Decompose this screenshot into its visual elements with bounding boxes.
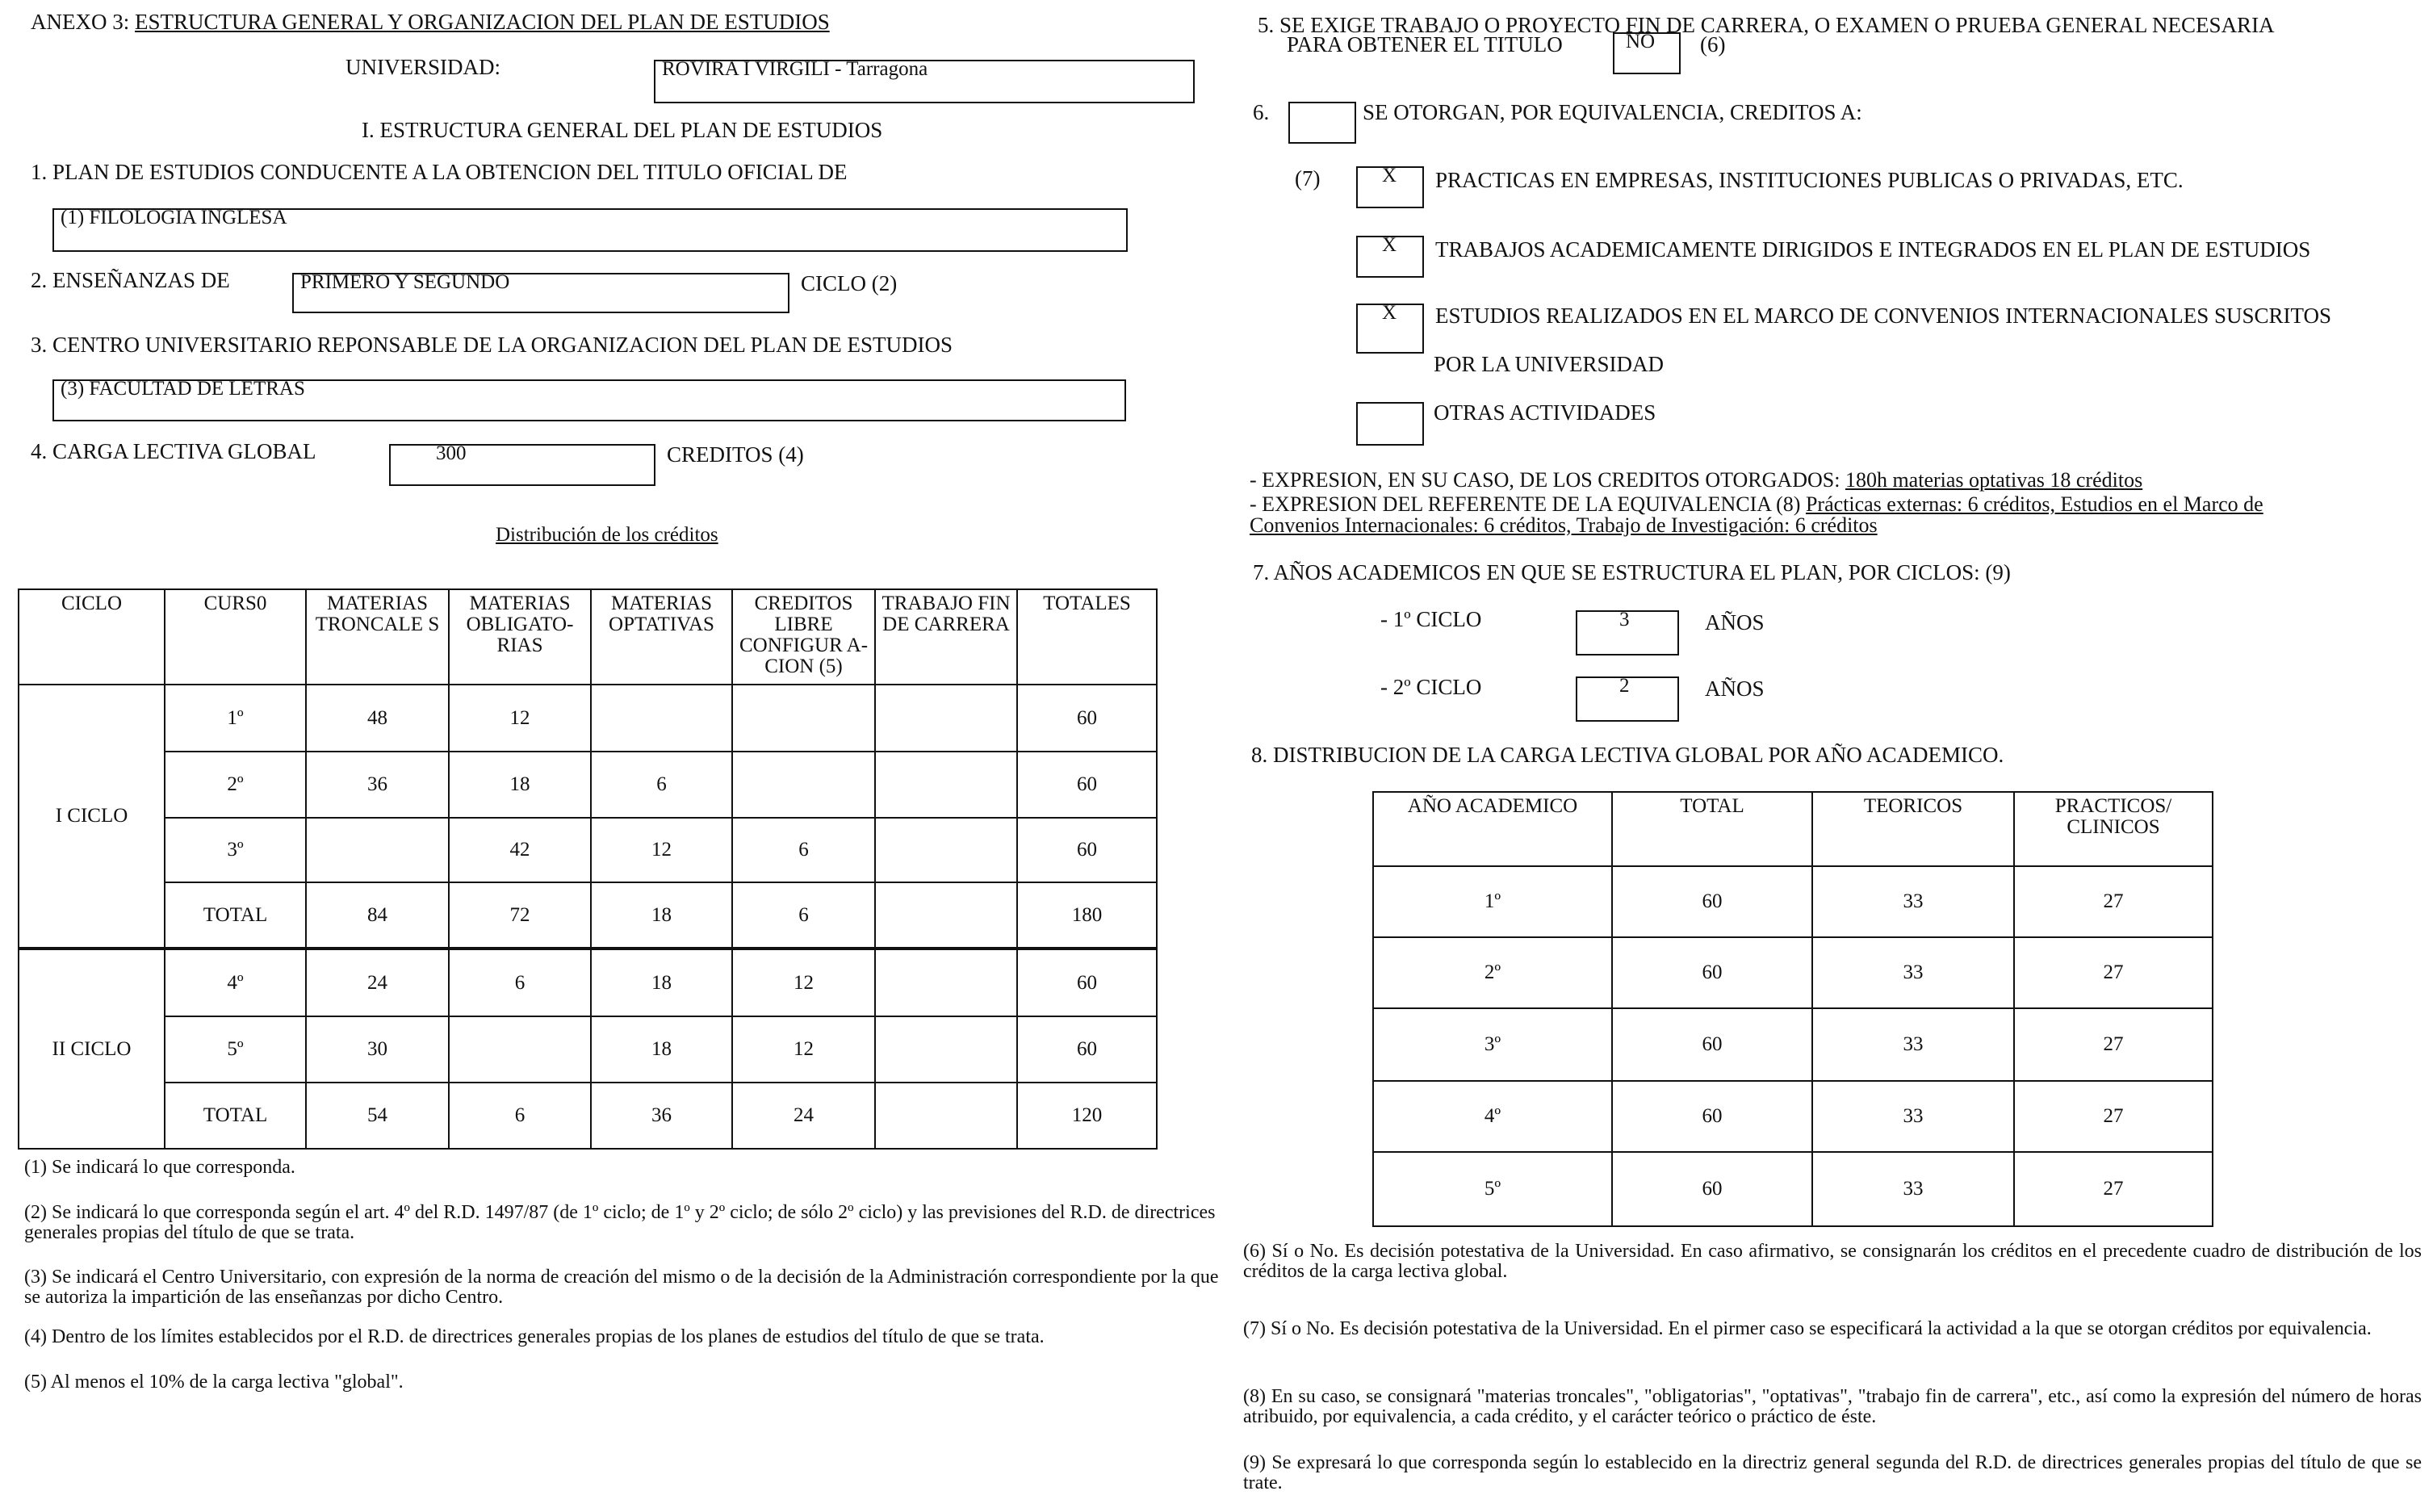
table-cell: 60 xyxy=(1612,1008,1812,1081)
table-cell: 60 xyxy=(1612,1081,1812,1152)
q4-suffix: CREDITOS (4) xyxy=(667,442,804,467)
table-cell: 27 xyxy=(2014,1152,2213,1226)
table-cell: TOTAL xyxy=(165,1083,306,1149)
ciclo-cell: I CICLO xyxy=(19,685,165,949)
carga-anual-table xyxy=(1372,791,2213,1227)
q6-marker: (7) xyxy=(1295,166,1321,191)
table-cell xyxy=(732,685,875,752)
table-cell: 33 xyxy=(1812,866,2014,937)
table-row xyxy=(19,1083,1157,1149)
table-cell: 2º xyxy=(1373,937,1612,1008)
expresion-referente-prefix: - EXPRESION DEL REFERENTE DE LA EQUIVALENCIA (8) xyxy=(1250,492,1801,516)
q2-label: 2. ENSEÑANZAS DE xyxy=(31,268,230,292)
practicas-mark: X xyxy=(1382,165,1397,186)
table-cell: 27 xyxy=(2014,866,2213,937)
table-cell: 60 xyxy=(1017,1016,1157,1083)
header-total: TOTAL xyxy=(1612,792,1812,866)
section-title: I. ESTRUCTURA GENERAL DEL PLAN DE ESTUDIOS xyxy=(362,118,883,142)
footnote-6: (6) Sí o No. Es decisión potestativa de la Universidad. En caso afirmativo, se consignarán los créditos en el precedente cuadro de distribución de los créditos de la carga lectiva global. xyxy=(1243,1241,2422,1282)
table-cell: 3º xyxy=(165,818,306,882)
table-row xyxy=(19,882,1157,949)
footnote-8: (8) En su caso, se consignará "materias troncales", "obligatorias", "optativas", "trabajo fin de carrera", etc., así como la expresión del número de horas atribuido, por equivalencia, a cada crédito, y el carácter teórico o práctico de éste. xyxy=(1243,1386,2422,1427)
header-ciclo: CICLO xyxy=(19,589,165,685)
q2-suffix: CICLO (2) xyxy=(801,271,898,295)
table-cell: 6 xyxy=(732,818,875,882)
expresion-creditos xyxy=(1250,468,2142,492)
table-cell: TOTAL xyxy=(165,882,306,949)
table-row xyxy=(1373,937,2213,1008)
proyecto-fin-value: NO xyxy=(1626,31,1656,52)
q1-label: 1. PLAN DE ESTUDIOS CONDUCENTE A LA OBTENCION DEL TITULO OFICIAL DE xyxy=(31,160,848,184)
table-cell xyxy=(449,1016,591,1083)
table-cell: 180 xyxy=(1017,882,1157,949)
table-cell: 24 xyxy=(732,1083,875,1149)
q5-suffix: (6) xyxy=(1700,32,1726,57)
universidad-label: UNIVERSIDAD: xyxy=(345,55,500,79)
table-cell: 54 xyxy=(306,1083,449,1149)
table-cell: 12 xyxy=(732,949,875,1016)
table-cell: 4º xyxy=(1373,1081,1612,1152)
header-libre-configuracion: CREDITOS LIBRE CONFIGUR A-CION (5) xyxy=(732,589,875,685)
header-curso: CURS0 xyxy=(165,589,306,685)
table-row xyxy=(19,685,1157,752)
estudios-label-2: POR LA UNIVERSIDAD xyxy=(1434,352,1665,376)
table-row xyxy=(1373,1152,2213,1226)
q6-label: SE OTORGAN, POR EQUIVALENCIA, CREDITOS A: xyxy=(1363,100,1862,124)
table-cell xyxy=(875,685,1017,752)
table-cell: 60 xyxy=(1612,937,1812,1008)
ciclo1-anos: AÑOS xyxy=(1705,610,1765,635)
header-totales: TOTALES xyxy=(1017,589,1157,685)
ciclo2-value: 2 xyxy=(1619,675,1630,697)
table-cell: 12 xyxy=(449,685,591,752)
footnote-5: (5) Al menos el 10% de la carga lectiva "global". xyxy=(24,1372,404,1393)
header-trabajo-fin: TRABAJO FIN DE CARRERA xyxy=(875,589,1017,685)
table-cell: 27 xyxy=(2014,1081,2213,1152)
table-cell: 27 xyxy=(2014,937,2213,1008)
table-cell: 4º xyxy=(165,949,306,1016)
table-cell xyxy=(875,1016,1017,1083)
table-cell: 33 xyxy=(1812,1081,2014,1152)
footnote-7: (7) Sí o No. Es decisión potestativa de la Universidad. En el pirmer caso se especificará la actividad a la que se otorgan créditos por equivalencia. xyxy=(1243,1318,2372,1339)
table-cell xyxy=(591,685,732,752)
table-cell: 5º xyxy=(1373,1152,1612,1226)
universidad-value: ROVIRA I VIRGILI - Tarragona xyxy=(662,58,928,80)
trabajos-checkbox[interactable] xyxy=(1356,236,1424,278)
table-cell: 33 xyxy=(1812,1008,2014,1081)
titulo-value: (1) FILOLOGIA INGLESA xyxy=(61,207,287,228)
carga-value: 300 xyxy=(436,442,467,464)
table-cell: 1º xyxy=(165,685,306,752)
table-cell xyxy=(875,752,1017,818)
creditos-table xyxy=(18,588,1158,1150)
table-row xyxy=(1373,866,2213,937)
ciclo2-field xyxy=(1576,676,1679,722)
table-cell: 33 xyxy=(1812,937,2014,1008)
table-cell: 60 xyxy=(1017,949,1157,1016)
table-cell: 1º xyxy=(1373,866,1612,937)
table-cell: 60 xyxy=(1017,818,1157,882)
table-cell xyxy=(306,818,449,882)
table-cell: 42 xyxy=(449,818,591,882)
header-obligatorias: MATERIAS OBLIGATO-RIAS xyxy=(449,589,591,685)
footnote-3: (3) Se indicará el Centro Universitario, con expresión de la norma de creación del mismo o de la decisión de la Administración correspondiente por la que se autoriza la impartición de las enseñanzas por dicho Centro. xyxy=(24,1267,1219,1308)
creditos-header-row xyxy=(19,589,1157,685)
table-cell: 6 xyxy=(591,752,732,818)
table-cell: 18 xyxy=(591,882,732,949)
anexo-prefix: ANEXO 3: xyxy=(31,10,130,34)
ciclo1-value: 3 xyxy=(1619,609,1630,630)
table-row xyxy=(1373,1008,2213,1081)
table-cell: 6 xyxy=(732,882,875,949)
table-cell: 2º xyxy=(165,752,306,818)
expresion-referente-value-a: Prácticas externas: 6 créditos, Estudios en el Marco de xyxy=(1805,492,2263,516)
table-cell: 60 xyxy=(1017,752,1157,818)
estudios-mark: X xyxy=(1382,302,1397,324)
table-cell xyxy=(875,818,1017,882)
centro-value: (3) FACULTAD DE LETRAS xyxy=(61,378,305,400)
q8-label: 8. DISTRIBUCION DE LA CARGA LECTIVA GLOBAL POR AÑO ACADEMICO. xyxy=(1251,743,2004,767)
trabajos-mark: X xyxy=(1382,234,1397,256)
table-cell xyxy=(732,752,875,818)
table-cell: 6 xyxy=(449,1083,591,1149)
centro-field xyxy=(52,379,1126,421)
anexo-title: ESTRUCTURA GENERAL Y ORGANIZACION DEL PLAN DE ESTUDIOS xyxy=(135,10,830,34)
table-cell: 72 xyxy=(449,882,591,949)
q7-label: 7. AÑOS ACADEMICOS EN QUE SE ESTRUCTURA EL PLAN, POR CICLOS: (9) xyxy=(1253,560,2011,584)
q5-line1: 5. SE EXIGE TRABAJO O PROYECTO FIN DE CARRERA, O EXAMEN O PRUEBA GENERAL NECESARIA xyxy=(1258,13,2275,37)
table-cell: 33 xyxy=(1812,1152,2014,1226)
ensenanzas-value: PRIMERO Y SEGUNDO xyxy=(300,271,510,293)
dist-title: Distribución de los créditos xyxy=(496,524,718,546)
table-row xyxy=(19,818,1157,882)
table-cell: 36 xyxy=(591,1083,732,1149)
carga-header-row xyxy=(1373,792,2213,866)
header-ano-academico: AÑO ACADEMICO xyxy=(1373,792,1612,866)
expresion-creditos-prefix: - EXPRESION, EN SU CASO, DE LOS CREDITOS OTORGADOS: xyxy=(1250,468,1840,492)
ciclo2-anos: AÑOS xyxy=(1705,676,1765,701)
table-row xyxy=(19,949,1157,1016)
otras-label: OTRAS ACTIVIDADES xyxy=(1434,400,1656,425)
table-cell: 60 xyxy=(1612,866,1812,937)
table-cell: 12 xyxy=(591,818,732,882)
table-cell: 18 xyxy=(591,1016,732,1083)
table-cell: 18 xyxy=(449,752,591,818)
table-cell: 24 xyxy=(306,949,449,1016)
table-row xyxy=(19,1016,1157,1083)
footnote-2: (2) Se indicará lo que corresponda según el art. 4º del R.D. 1497/87 (de 1º ciclo; de 1º y 2º ciclo; de sólo 2º ciclo) y las previsiones del R.D. de directrices generales propias del título de que se trata. xyxy=(24,1202,1216,1243)
expresion-creditos-value: 180h materias optativas 18 créditos xyxy=(1845,468,2143,492)
estudios-checkbox[interactable] xyxy=(1356,304,1424,354)
q5-line2: PARA OBTENER EL TITULO xyxy=(1287,32,1563,57)
titulo-field xyxy=(52,208,1128,252)
table-cell xyxy=(875,949,1017,1016)
table-cell: 27 xyxy=(2014,1008,2213,1081)
table-cell: 60 xyxy=(1017,685,1157,752)
carga-field xyxy=(389,444,655,486)
header-teoricos: TEORICOS xyxy=(1812,792,2014,866)
q6-number: 6. xyxy=(1253,100,1270,124)
proyecto-fin-field xyxy=(1613,32,1681,74)
universidad-field xyxy=(654,60,1195,103)
table-cell: 36 xyxy=(306,752,449,818)
table-cell: 18 xyxy=(591,949,732,1016)
table-cell: 30 xyxy=(306,1016,449,1083)
ensenanzas-field xyxy=(292,273,789,313)
q3-label: 3. CENTRO UNIVERSITARIO REPONSABLE DE LA ORGANIZACION DEL PLAN DE ESTUDIOS xyxy=(31,333,953,357)
anexo-heading xyxy=(31,10,830,34)
table-cell: 84 xyxy=(306,882,449,949)
footnote-9: (9) Se expresará lo que corresponda según lo establecido en la directriz general segunda del R.D. de directrices generales propias del título de que se trate. xyxy=(1243,1452,2422,1493)
otras-checkbox[interactable] xyxy=(1356,402,1424,446)
table-cell: 120 xyxy=(1017,1083,1157,1149)
ciclo1-field xyxy=(1576,610,1679,655)
table-cell: 5º xyxy=(165,1016,306,1083)
header-troncales: MATERIAS TRONCALE S xyxy=(306,589,449,685)
table-cell: 3º xyxy=(1373,1008,1612,1081)
footnote-4: (4) Dentro de los límites establecidos por el R.D. de directrices generales propias de los planes de estudios del título de que se trata. xyxy=(24,1326,1045,1347)
practicas-checkbox[interactable] xyxy=(1356,166,1424,208)
table-cell: 48 xyxy=(306,685,449,752)
q4-label: 4. CARGA LECTIVA GLOBAL xyxy=(31,439,316,463)
estudios-label: ESTUDIOS REALIZADOS EN EL MARCO DE CONVENIOS INTERNACIONALES SUSCRITOS xyxy=(1435,304,2332,328)
table-row xyxy=(19,752,1157,818)
table-cell: 60 xyxy=(1612,1152,1812,1226)
footnote-1: (1) Se indicará lo que corresponda. xyxy=(24,1157,295,1178)
table-cell: 6 xyxy=(449,949,591,1016)
table-row xyxy=(1373,1081,2213,1152)
expresion-referente-value-b: Convenios Internacionales: 6 créditos, Trabajo de Investigación: 6 créditos xyxy=(1250,513,1878,537)
practicas-label: PRACTICAS EN EMPRESAS, INSTITUCIONES PUBLICAS O PRIVADAS, ETC. xyxy=(1435,168,2184,192)
header-optativas: MATERIAS OPTATIVAS xyxy=(591,589,732,685)
trabajos-label: TRABAJOS ACADEMICAMENTE DIRIGIDOS E INTEGRADOS EN EL PLAN DE ESTUDIOS xyxy=(1435,237,2311,262)
table-cell xyxy=(875,1083,1017,1149)
equivalencia-field xyxy=(1288,102,1356,144)
ciclo2-label: - 2º CICLO xyxy=(1380,675,1482,699)
header-practicos: PRACTICOS/ CLINICOS xyxy=(2014,792,2213,866)
table-cell xyxy=(875,882,1017,949)
table-cell: 12 xyxy=(732,1016,875,1083)
ciclo1-label: - 1º CICLO xyxy=(1380,607,1482,631)
ciclo-cell: II CICLO xyxy=(19,949,165,1149)
